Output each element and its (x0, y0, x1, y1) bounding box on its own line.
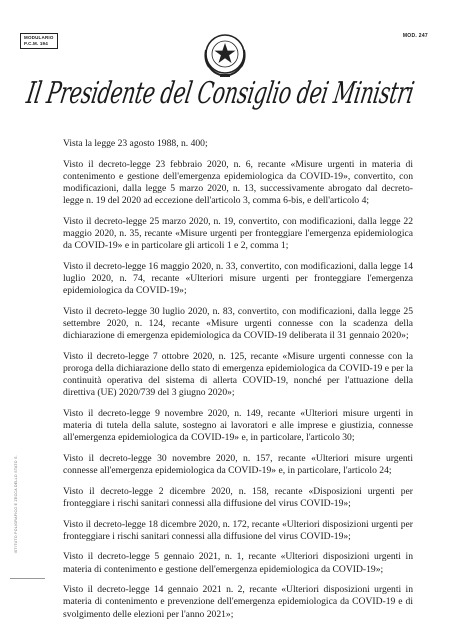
italian-republic-emblem-icon (200, 30, 250, 80)
paragraph: Vista la legge 23 agosto 1988, n. 400; (63, 138, 208, 149)
paragraph: Visto il decreto-legge 2 dicembre 2020, n. 158, recante «Disposizioni urgenti per fronteggiare i rischi sanitari connessi alla diffusione del virus COVID-19»; (63, 485, 413, 509)
stamp-line-1: MODULARIO (24, 35, 54, 40)
paragraph: Visto il decreto-legge 23 febbraio 2020, n. 6, recante «Misure urgenti in materia di contenimento e gestione dell'emergenza epidemiologica da COVID-19», convertito, con modificazioni, dalla legge 5 marzo 2020, n. 13, successivamente abrogato dal decreto-legge n. 19 del 2020 ad eccezione dell'articolo 3, comma 6-bis, e dell'articolo 4; (63, 158, 413, 207)
printer-side-note: ISTITUTO POLIGRAFICO E ZECCA DELLO STATO S. (14, 455, 18, 554)
paragraph: Visto il decreto-legge 9 novembre 2020, n. 149, recante «Ulteriori misure urgenti in materia di tutela della salute, sostegno ai lavoratori e alle imprese e giustizia, connesse all'emergenza epidemiologica da COVID-19» e, in particolare, l'articolo 30; (63, 408, 413, 444)
paragraph: Visto il decreto-legge 7 ottobre 2020, n. 125, recante «Misure urgenti connesse con la proroga della dichiarazione dello stato di emergenza epidemiologica da COVID-19 e per la continuità operativa del sistema di allerta COVID-19, nonché per l'attuazione della direttiva (UE) 2020/739 del 3 giugno 2020»; (63, 350, 413, 399)
paragraph: Visto il decreto-legge 14 gennaio 2021 n. 2, recante «Ulteriori disposizioni urgenti in materia di contenimento e prevenzione dell'emergenza epidemiologica da COVID-19 e di svolgimento delle elezioni per l'anno 2021»; (63, 584, 413, 620)
divider (10, 578, 45, 579)
paragraph: Visto il decreto-legge 30 novembre 2020, n. 157, recante «Ulteriori misure urgenti connesse all'emergenza epidemiologica da COVID-19» e, in particolare, l'articolo 24; (63, 453, 413, 477)
page-title (24, 76, 420, 120)
page-title-text: Il Presidente del Consiglio dei Ministri (24, 76, 417, 111)
document-body (63, 138, 413, 629)
paragraph: Visto il decreto-legge 30 luglio 2020, n. 83, convertito, con modificazioni, dalla legge 25 settembre 2020, n. 124, recante «Misure urgenti connesse con la scadenza della dichiarazione di emergenza epidemiologica da COVID-19 deliberata il 31 gennaio 2020»; (63, 305, 413, 342)
paragraph: Visto il decreto-legge 25 marzo 2020, n. 19, convertito, con modificazioni, dalla legge 22 maggio 2020, n. 35, recante «Misure urgenti per fronteggiare l'emergenza epidemiologica da COVID-19» e in particolare gli articoli 1 e 2, comma 1; (63, 215, 413, 252)
form-stamp-box (20, 33, 58, 49)
paragraph: Visto il decreto-legge 16 maggio 2020, n. 33, convertito, con modificazioni, dalla legge 14 luglio 2020, n. 74, recante «Ulteriori misure urgenti per fronteggiare l'emergenza epidemiologica da COVID-19»; (63, 260, 413, 297)
stamp-line-2: P.C.M. 194 (24, 41, 48, 46)
paragraph: Visto il decreto-legge 5 gennaio 2021, n. 1, recante «Ulteriori disposizioni urgenti in materia di contenimento e gestione dell'emergenza epidemiologica da COVID-19»; (63, 551, 413, 575)
paragraph: Visto il decreto-legge 18 dicembre 2020, n. 172, recante «Ulteriori disposizioni urgenti per fronteggiare i rischi sanitari connessi alla diffusione del virus COVID-19»; (63, 518, 413, 542)
mod-code: MOD. 247 (402, 33, 428, 39)
